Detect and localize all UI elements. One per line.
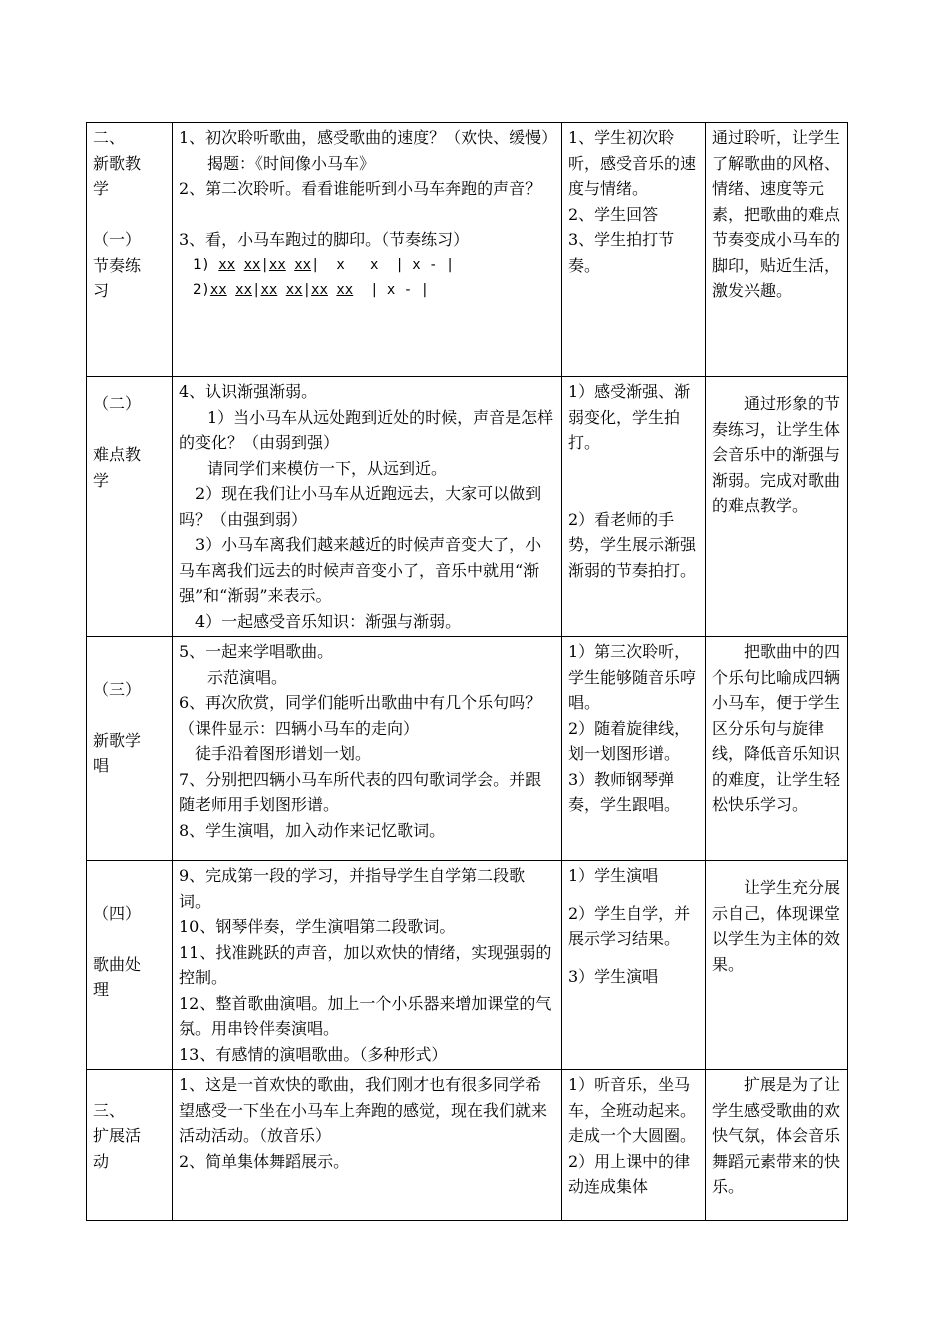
purpose-text: 通过形象的节奏练习，让学生体会音乐中的渐强与渐弱。完成对歌曲的难点教学。 [712,394,841,515]
table-row [87,1070,848,1221]
content-line: 2、第二次聆听。看看谁能听到小马车奔跑的声音？ [179,179,542,198]
stage-label: 歌曲处 [93,954,142,974]
spacer [93,926,168,952]
content-cell [173,377,562,637]
content-line: 3）小马车离我们越来越近的时候声音变大了，小马车离我们远去的时候声音变小了，音乐中就用“渐强”和“渐弱”来表示。 [179,535,542,605]
stage-label: （四） [93,903,142,923]
rhythm-line-2: 2)xx xx|xx xx|xx xx | x - | [193,282,430,298]
stage-label: 学 [93,179,110,198]
student-line: 2）学生自学，并展示学习结果。 [568,903,691,948]
stage-label: 学 [93,470,110,490]
stage-label: 节奏练 [93,255,142,275]
student-line: 3）学生演唱 [568,966,659,986]
table-row [87,861,848,1070]
content-line: 7、分别把四辆小马车所代表的四句歌词学会。并跟随老师用手划图形谱。 [179,769,542,814]
content-line: 1、初次聆听歌曲，感受歌曲的速度？（欢快、缓慢） [179,128,558,147]
purpose-cell [706,377,848,637]
purpose-cell [706,1070,848,1221]
content-line: 3、看，小马车跑过的脚印。（节奏练习） [179,230,470,249]
student-cell [562,377,706,637]
purpose-text: 把歌曲中的四个乐句比喻成四辆小马车，便于学生区分乐句与旋律线，降低音乐知识的难度，让学生轻松快乐学习。 [712,642,841,814]
stage-cell [87,1070,173,1221]
purpose-cell [706,123,848,377]
student-cell [562,1070,706,1221]
stage-label: 动 [93,1151,110,1171]
stage-label: 习 [93,281,110,300]
content-line: 10、钢琴伴奏，学生演唱第二段歌词。 [179,917,456,936]
student-line: 2）随着旋律线，划一划图形谱。 [568,718,691,763]
stage-label: 唱 [93,756,110,775]
content-line: 2、简单集体舞蹈展示。 [179,1151,350,1171]
student-line: 2）用上课中的律动连成集体 [568,1151,691,1196]
stage-label: 理 [93,980,110,999]
purpose-text: 让学生充分展示自己，体现课堂以学生为主体的效果。 [712,878,841,974]
student-line: 3、学生拍打节奏。 [568,230,675,275]
stage-label: 三、 [93,1100,126,1120]
content-line: 请同学们来模仿一下，从远到近。 [207,458,448,478]
content-line: 徒手沿着图形谱划一划。 [195,744,372,763]
student-cell [562,861,706,1070]
content-line: 2）现在我们让小马车从近跑远去，大家可以做到吗？（由强到弱） [179,484,542,529]
purpose-text: 扩展是为了让学生感受歌曲的欢快气氛，体会音乐舞蹈元素带来的快乐。 [712,1075,841,1196]
content-line: 8、学生演唱，加入动作来记忆歌词。 [179,820,446,840]
stage-label: 新歌教 [93,153,142,173]
student-line: 1）听音乐，坐马车，全班动起来。走成一个大圆圈。 [568,1075,697,1145]
content-line: 4、认识渐强渐弱。 [179,382,318,401]
stage-cell [87,123,173,377]
student-line: 2）看老师的手势，学生展示渐强渐弱的节奏拍打。 [568,509,697,580]
content-cell [173,123,562,377]
table-row [87,637,848,861]
stage-label: 二、 [93,128,126,147]
stage-label: 难点教 [93,445,142,464]
student-line: 1、学生初次聆听，感受音乐的速度与情绪。 [568,128,697,198]
stage-label: （二） [93,394,142,413]
student-line: 3）教师钢琴弹奏，学生跟唱。 [568,769,681,814]
content-cell [173,861,562,1070]
content-cell [173,637,562,861]
content-line: 9、完成第一段的学习，并指导学生自学第二段歌词。 [179,866,526,911]
purpose-cell [706,861,848,1070]
stage-cell [87,637,173,861]
content-line: 示范演唱。 [207,667,288,687]
content-line: 11、找准跳跃的声音，加以欢快的情绪，实现强弱的控制。 [179,942,552,987]
student-line: 2、学生回答 [568,204,659,224]
content-line: 5、一起来学唱歌曲。 [179,642,334,661]
purpose-cell [706,637,848,861]
stage-label: （一） [93,230,142,249]
spacer [93,702,168,728]
student-line: 1）第三次聆听，学生能够随音乐哼唱。 [568,642,697,712]
content-line: 12、整首歌曲演唱。加上一个小乐器来增加课堂的气氛。用串铃伴奏演唱。 [179,993,552,1038]
spacer [93,417,168,443]
table-row [87,377,848,637]
lesson-plan-table [86,122,848,1221]
content-line: 13、有感情的演唱歌曲。（多种形式） [179,1044,448,1064]
content-line: 4）一起感受音乐知识：渐强与渐弱。 [195,611,462,631]
content-line: 揭题：《时间像小马车》 [207,153,376,173]
table-row [87,123,848,377]
student-line: 1）感受渐强、渐弱变化，学生拍打。 [568,382,691,452]
spacer [93,202,168,228]
stage-cell [87,377,173,637]
student-line: 1）学生演唱 [568,866,659,885]
stage-label: 新歌学 [93,730,142,750]
content-line: 1、这是一首欢快的歌曲，我们刚才也有很多同学希望感受一下坐在小马车上奔跑的感觉，现在我们就来活动活动。（放音乐） [179,1075,548,1145]
stage-cell [87,861,173,1070]
stage-label: （三） [93,679,142,699]
spacer [179,202,557,228]
purpose-text: 通过聆听，让学生了解歌曲的风格、情绪、速度等元素，把歌曲的难点节奏变成小马车的脚印，贴近生活，激发兴趣。 [712,128,841,300]
content-line: 6、再次欣赏，同学们能听出歌曲中有几个乐句吗？（课件显示：四辆小马车的走向） [179,693,542,738]
content-cell [173,1070,562,1221]
rhythm-line-1: 1) xx xx|xx xx| x x | x - | [193,256,455,273]
stage-label: 扩展活 [93,1126,142,1145]
student-cell [562,637,706,861]
content-line: 1）当小马车从远处跑到近处的时候，声音是怎样的变化？（由弱到强） [179,407,554,452]
student-cell [562,123,706,377]
